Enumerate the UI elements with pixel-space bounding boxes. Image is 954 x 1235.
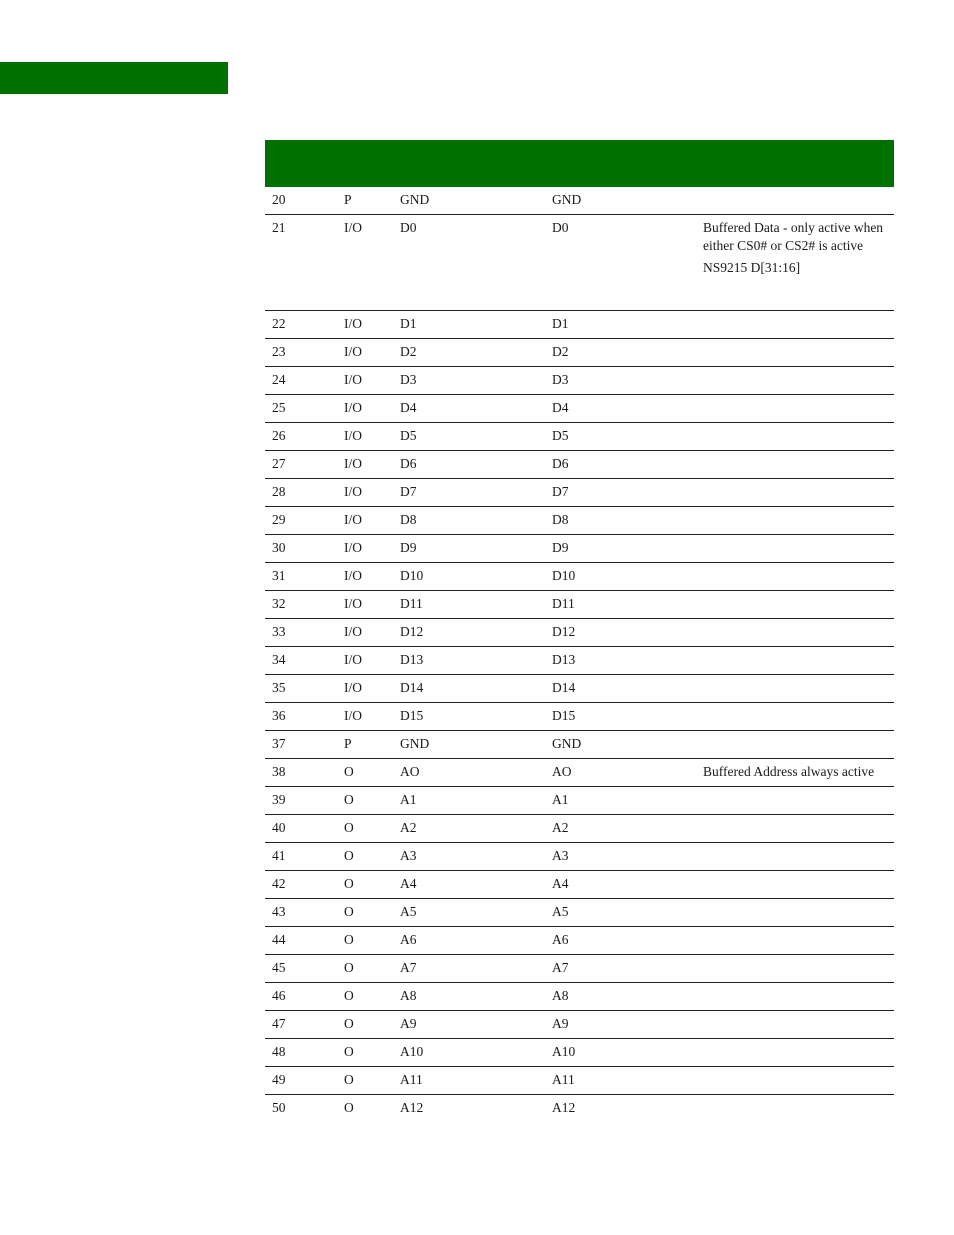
signal-alt-cell: AO bbox=[552, 764, 572, 779]
table-row bbox=[265, 843, 894, 871]
description-line: NS9215 D[31:16] bbox=[703, 260, 801, 275]
io-type-cell: O bbox=[344, 876, 354, 891]
io-type-cell: I/O bbox=[344, 316, 362, 331]
table-row bbox=[265, 731, 894, 759]
table-row bbox=[265, 535, 894, 563]
pin-number-cell: 39 bbox=[272, 792, 286, 807]
pin-number-cell: 41 bbox=[272, 848, 286, 863]
signal-alt-cell: D12 bbox=[552, 624, 576, 639]
table-row bbox=[265, 311, 894, 339]
pin-number-cell: 43 bbox=[272, 904, 286, 919]
pin-number-cell: 47 bbox=[272, 1016, 286, 1031]
pin-number-cell: 48 bbox=[272, 1044, 286, 1059]
signal-alt-cell: GND bbox=[552, 736, 582, 751]
pin-number-cell: 24 bbox=[272, 372, 286, 387]
signal-name-cell: A3 bbox=[400, 848, 417, 863]
signal-alt-cell: A7 bbox=[552, 960, 569, 975]
signal-name-cell: A5 bbox=[400, 904, 417, 919]
signal-alt-cell: A1 bbox=[552, 792, 569, 807]
signal-name-cell: D7 bbox=[400, 484, 417, 499]
io-type-cell: I/O bbox=[344, 540, 362, 555]
signal-name-cell: D14 bbox=[400, 680, 424, 695]
signal-alt-cell: D7 bbox=[552, 484, 569, 499]
description-cell bbox=[703, 219, 893, 277]
pin-number-cell: 33 bbox=[272, 624, 286, 639]
table-row bbox=[265, 395, 894, 423]
signal-alt-cell: A3 bbox=[552, 848, 569, 863]
signal-name-cell: D6 bbox=[400, 456, 417, 471]
io-type-cell: P bbox=[344, 192, 352, 207]
io-type-cell: I/O bbox=[344, 456, 362, 471]
signal-alt-cell: D14 bbox=[552, 680, 576, 695]
signal-alt-cell: A5 bbox=[552, 904, 569, 919]
signal-name-cell: A4 bbox=[400, 876, 417, 891]
io-type-cell: I/O bbox=[344, 428, 362, 443]
io-type-cell: O bbox=[344, 960, 354, 975]
pin-number-cell: 50 bbox=[272, 1100, 286, 1115]
io-type-cell: O bbox=[344, 792, 354, 807]
io-type-cell: O bbox=[344, 932, 354, 947]
table-row bbox=[265, 619, 894, 647]
signal-name-cell: D8 bbox=[400, 512, 417, 527]
io-type-cell: O bbox=[344, 988, 354, 1003]
signal-alt-cell: D11 bbox=[552, 596, 575, 611]
table-row bbox=[265, 1011, 894, 1039]
description-line: either CS0# or CS2# is active bbox=[703, 238, 864, 253]
signal-name-cell: D3 bbox=[400, 372, 417, 387]
table-row bbox=[265, 591, 894, 619]
io-type-cell: I/O bbox=[344, 652, 362, 667]
table-row bbox=[265, 367, 894, 395]
signal-alt-cell: D5 bbox=[552, 428, 569, 443]
table-row bbox=[265, 507, 894, 535]
signal-name-cell: D13 bbox=[400, 652, 424, 667]
signal-alt-cell: A8 bbox=[552, 988, 569, 1003]
table-row bbox=[265, 1039, 894, 1067]
table-row bbox=[265, 871, 894, 899]
pin-number-cell: 45 bbox=[272, 960, 286, 975]
pin-number-cell: 23 bbox=[272, 344, 286, 359]
pin-number-cell: 46 bbox=[272, 988, 286, 1003]
pin-number-cell: 42 bbox=[272, 876, 286, 891]
signal-name-cell: A1 bbox=[400, 792, 417, 807]
signal-name-cell: A6 bbox=[400, 932, 417, 947]
io-type-cell: O bbox=[344, 904, 354, 919]
table-row bbox=[265, 787, 894, 815]
table-row bbox=[265, 215, 894, 311]
pin-number-cell: 44 bbox=[272, 932, 286, 947]
table-row bbox=[265, 451, 894, 479]
signal-name-cell: D4 bbox=[400, 400, 417, 415]
table-row bbox=[265, 1095, 894, 1122]
table-row bbox=[265, 423, 894, 451]
signal-alt-cell: A4 bbox=[552, 876, 569, 891]
io-type-cell: I/O bbox=[344, 372, 362, 387]
pin-number-cell: 32 bbox=[272, 596, 286, 611]
signal-name-cell: A7 bbox=[400, 960, 417, 975]
signal-name-cell: A11 bbox=[400, 1072, 423, 1087]
signal-name-cell: D15 bbox=[400, 708, 424, 723]
pin-number-cell: 30 bbox=[272, 540, 286, 555]
table-row bbox=[265, 1067, 894, 1095]
pin-number-cell: 29 bbox=[272, 512, 286, 527]
signal-alt-cell: GND bbox=[552, 192, 582, 207]
table-row bbox=[265, 187, 894, 215]
signal-alt-cell: D0 bbox=[552, 220, 569, 235]
signal-alt-cell: A10 bbox=[552, 1044, 576, 1059]
signal-name-cell: GND bbox=[400, 192, 430, 207]
description-line: Buffered Data - only active when bbox=[703, 220, 884, 235]
signal-name-cell: A9 bbox=[400, 1016, 417, 1031]
io-type-cell: O bbox=[344, 848, 354, 863]
signal-alt-cell: D10 bbox=[552, 568, 576, 583]
table-row bbox=[265, 955, 894, 983]
signal-name-cell: A2 bbox=[400, 820, 417, 835]
io-type-cell: I/O bbox=[344, 680, 362, 695]
pin-number-cell: 21 bbox=[272, 220, 286, 235]
signal-alt-cell: D1 bbox=[552, 316, 569, 331]
io-type-cell: O bbox=[344, 1016, 354, 1031]
pin-number-cell: 38 bbox=[272, 764, 286, 779]
pin-number-cell: 25 bbox=[272, 400, 286, 415]
section-header-bar bbox=[0, 62, 228, 94]
io-type-cell: I/O bbox=[344, 484, 362, 499]
signal-name-cell: D9 bbox=[400, 540, 417, 555]
signal-alt-cell: D13 bbox=[552, 652, 576, 667]
signal-name-cell: D5 bbox=[400, 428, 417, 443]
pin-number-cell: 26 bbox=[272, 428, 286, 443]
signal-name-cell: D12 bbox=[400, 624, 424, 639]
signal-alt-cell: D15 bbox=[552, 708, 576, 723]
io-type-cell: O bbox=[344, 820, 354, 835]
signal-alt-cell: D8 bbox=[552, 512, 569, 527]
table-header-bar bbox=[265, 140, 894, 187]
pin-number-cell: 22 bbox=[272, 316, 286, 331]
signal-name-cell: D0 bbox=[400, 220, 417, 235]
table-row bbox=[265, 563, 894, 591]
table-row bbox=[265, 703, 894, 731]
table-row bbox=[265, 479, 894, 507]
signal-alt-cell: A9 bbox=[552, 1016, 569, 1031]
pin-number-cell: 35 bbox=[272, 680, 286, 695]
table-row bbox=[265, 899, 894, 927]
io-type-cell: O bbox=[344, 764, 354, 779]
signal-alt-cell: A6 bbox=[552, 932, 569, 947]
pin-number-cell: 28 bbox=[272, 484, 286, 499]
pin-number-cell: 27 bbox=[272, 456, 286, 471]
table-row bbox=[265, 983, 894, 1011]
signal-name-cell: D11 bbox=[400, 596, 423, 611]
pin-number-cell: 40 bbox=[272, 820, 286, 835]
signal-alt-cell: D9 bbox=[552, 540, 569, 555]
pin-number-cell: 34 bbox=[272, 652, 286, 667]
io-type-cell: O bbox=[344, 1072, 354, 1087]
io-type-cell: O bbox=[344, 1044, 354, 1059]
signal-alt-cell: A12 bbox=[552, 1100, 576, 1115]
io-type-cell: I/O bbox=[344, 568, 362, 583]
signal-alt-cell: D2 bbox=[552, 344, 569, 359]
io-type-cell: I/O bbox=[344, 400, 362, 415]
signal-alt-cell: D3 bbox=[552, 372, 569, 387]
signal-alt-cell: A2 bbox=[552, 820, 569, 835]
pin-number-cell: 36 bbox=[272, 708, 286, 723]
io-type-cell: I/O bbox=[344, 596, 362, 611]
table-row bbox=[265, 675, 894, 703]
signal-name-cell: A10 bbox=[400, 1044, 424, 1059]
signal-alt-cell: D6 bbox=[552, 456, 569, 471]
io-type-cell: O bbox=[344, 1100, 354, 1115]
table-row bbox=[265, 759, 894, 787]
table-row bbox=[265, 927, 894, 955]
io-type-cell: I/O bbox=[344, 344, 362, 359]
description-cell bbox=[703, 763, 893, 781]
signal-name-cell: D10 bbox=[400, 568, 424, 583]
signal-name-cell: GND bbox=[400, 736, 430, 751]
signal-name-cell: AO bbox=[400, 764, 420, 779]
pin-table bbox=[265, 187, 894, 1122]
table-row bbox=[265, 815, 894, 843]
pin-number-cell: 31 bbox=[272, 568, 286, 583]
io-type-cell: P bbox=[344, 736, 352, 751]
io-type-cell: I/O bbox=[344, 708, 362, 723]
table-row bbox=[265, 339, 894, 367]
signal-name-cell: A12 bbox=[400, 1100, 424, 1115]
signal-name-cell: D1 bbox=[400, 316, 417, 331]
signal-alt-cell: A11 bbox=[552, 1072, 575, 1087]
signal-name-cell: A8 bbox=[400, 988, 417, 1003]
pin-number-cell: 20 bbox=[272, 192, 286, 207]
table-row bbox=[265, 647, 894, 675]
io-type-cell: I/O bbox=[344, 624, 362, 639]
pin-number-cell: 49 bbox=[272, 1072, 286, 1087]
description-line: Buffered Address always active bbox=[703, 764, 875, 779]
pin-number-cell: 37 bbox=[272, 736, 286, 751]
io-type-cell: I/O bbox=[344, 512, 362, 527]
signal-alt-cell: D4 bbox=[552, 400, 569, 415]
io-type-cell: I/O bbox=[344, 220, 362, 235]
signal-name-cell: D2 bbox=[400, 344, 417, 359]
